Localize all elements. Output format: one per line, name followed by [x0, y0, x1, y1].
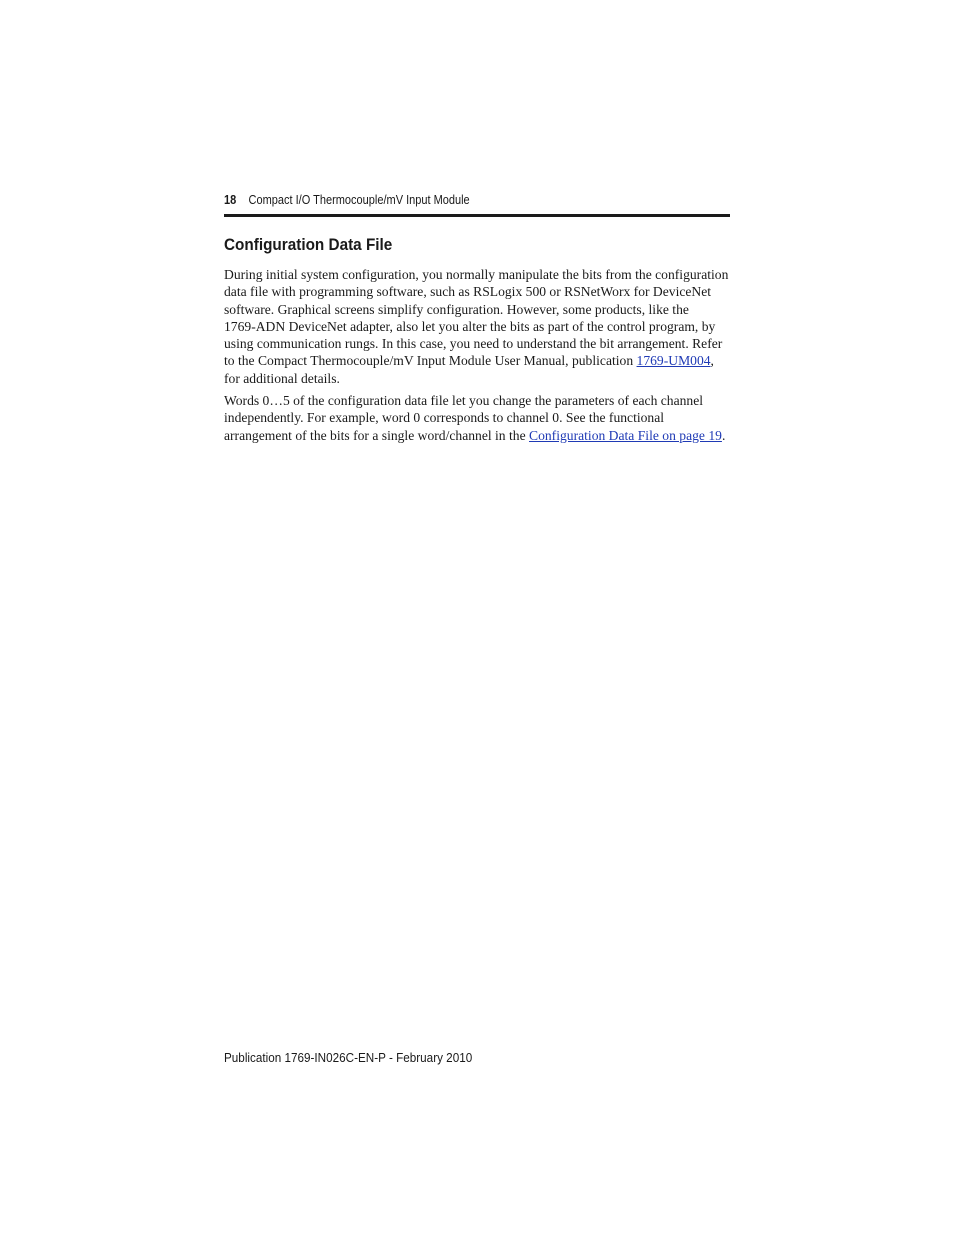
header-rule [224, 214, 730, 217]
paragraph-line: for additional details. [224, 370, 340, 386]
line-text: . [721, 427, 726, 443]
paragraph-line: using communication rungs. In this case, you need to understand the bit arrangement. Refer [224, 336, 723, 352]
paragraph-line: Words 0…5 of the configuration data file let you change the parameters of each channel [224, 393, 704, 408]
link-1769-um004[interactable]: 1769-UM004 [636, 353, 711, 369]
line-text: to the Compact Thermocouple/mV Input Module User Manual, publication [224, 353, 637, 369]
paragraph-line-with-link [224, 427, 730, 444]
line-text: , [710, 353, 714, 369]
publication-footer: Publication 1769-IN026C-EN-P - February 2010 [224, 1050, 473, 1065]
paragraph-config-intro [224, 266, 730, 387]
paragraph-line-with-link [224, 352, 730, 369]
line-text: arrangement of the bits for a single word/channel in the [224, 427, 530, 443]
paragraph-line: During initial system configuration, you normally manipulate the bits from the configuration [224, 267, 729, 282]
link-configuration-data-file-page-19[interactable]: Configuration Data File on page 19 [529, 427, 722, 443]
paragraph-line: independently. For example, word 0 corresponds to channel 0. See the functional [224, 410, 665, 426]
page-number: 18 [224, 193, 237, 207]
header-title: Compact I/O Thermocouple/mV Input Module [248, 193, 470, 207]
paragraph-line: data file with programming software, such as RSLogix 500 or RSNetWorx for DeviceNet [224, 284, 712, 300]
running-header [224, 191, 669, 209]
section-heading: Configuration Data File [224, 235, 393, 254]
paragraph-words-channels [224, 392, 730, 444]
paragraph-line: software. Graphical screens simplify configuration. However, some products, like the [224, 301, 689, 317]
paragraph-line: 1769-ADN DeviceNet adapter, also let you alter the bits as part of the control program, by [224, 318, 716, 334]
